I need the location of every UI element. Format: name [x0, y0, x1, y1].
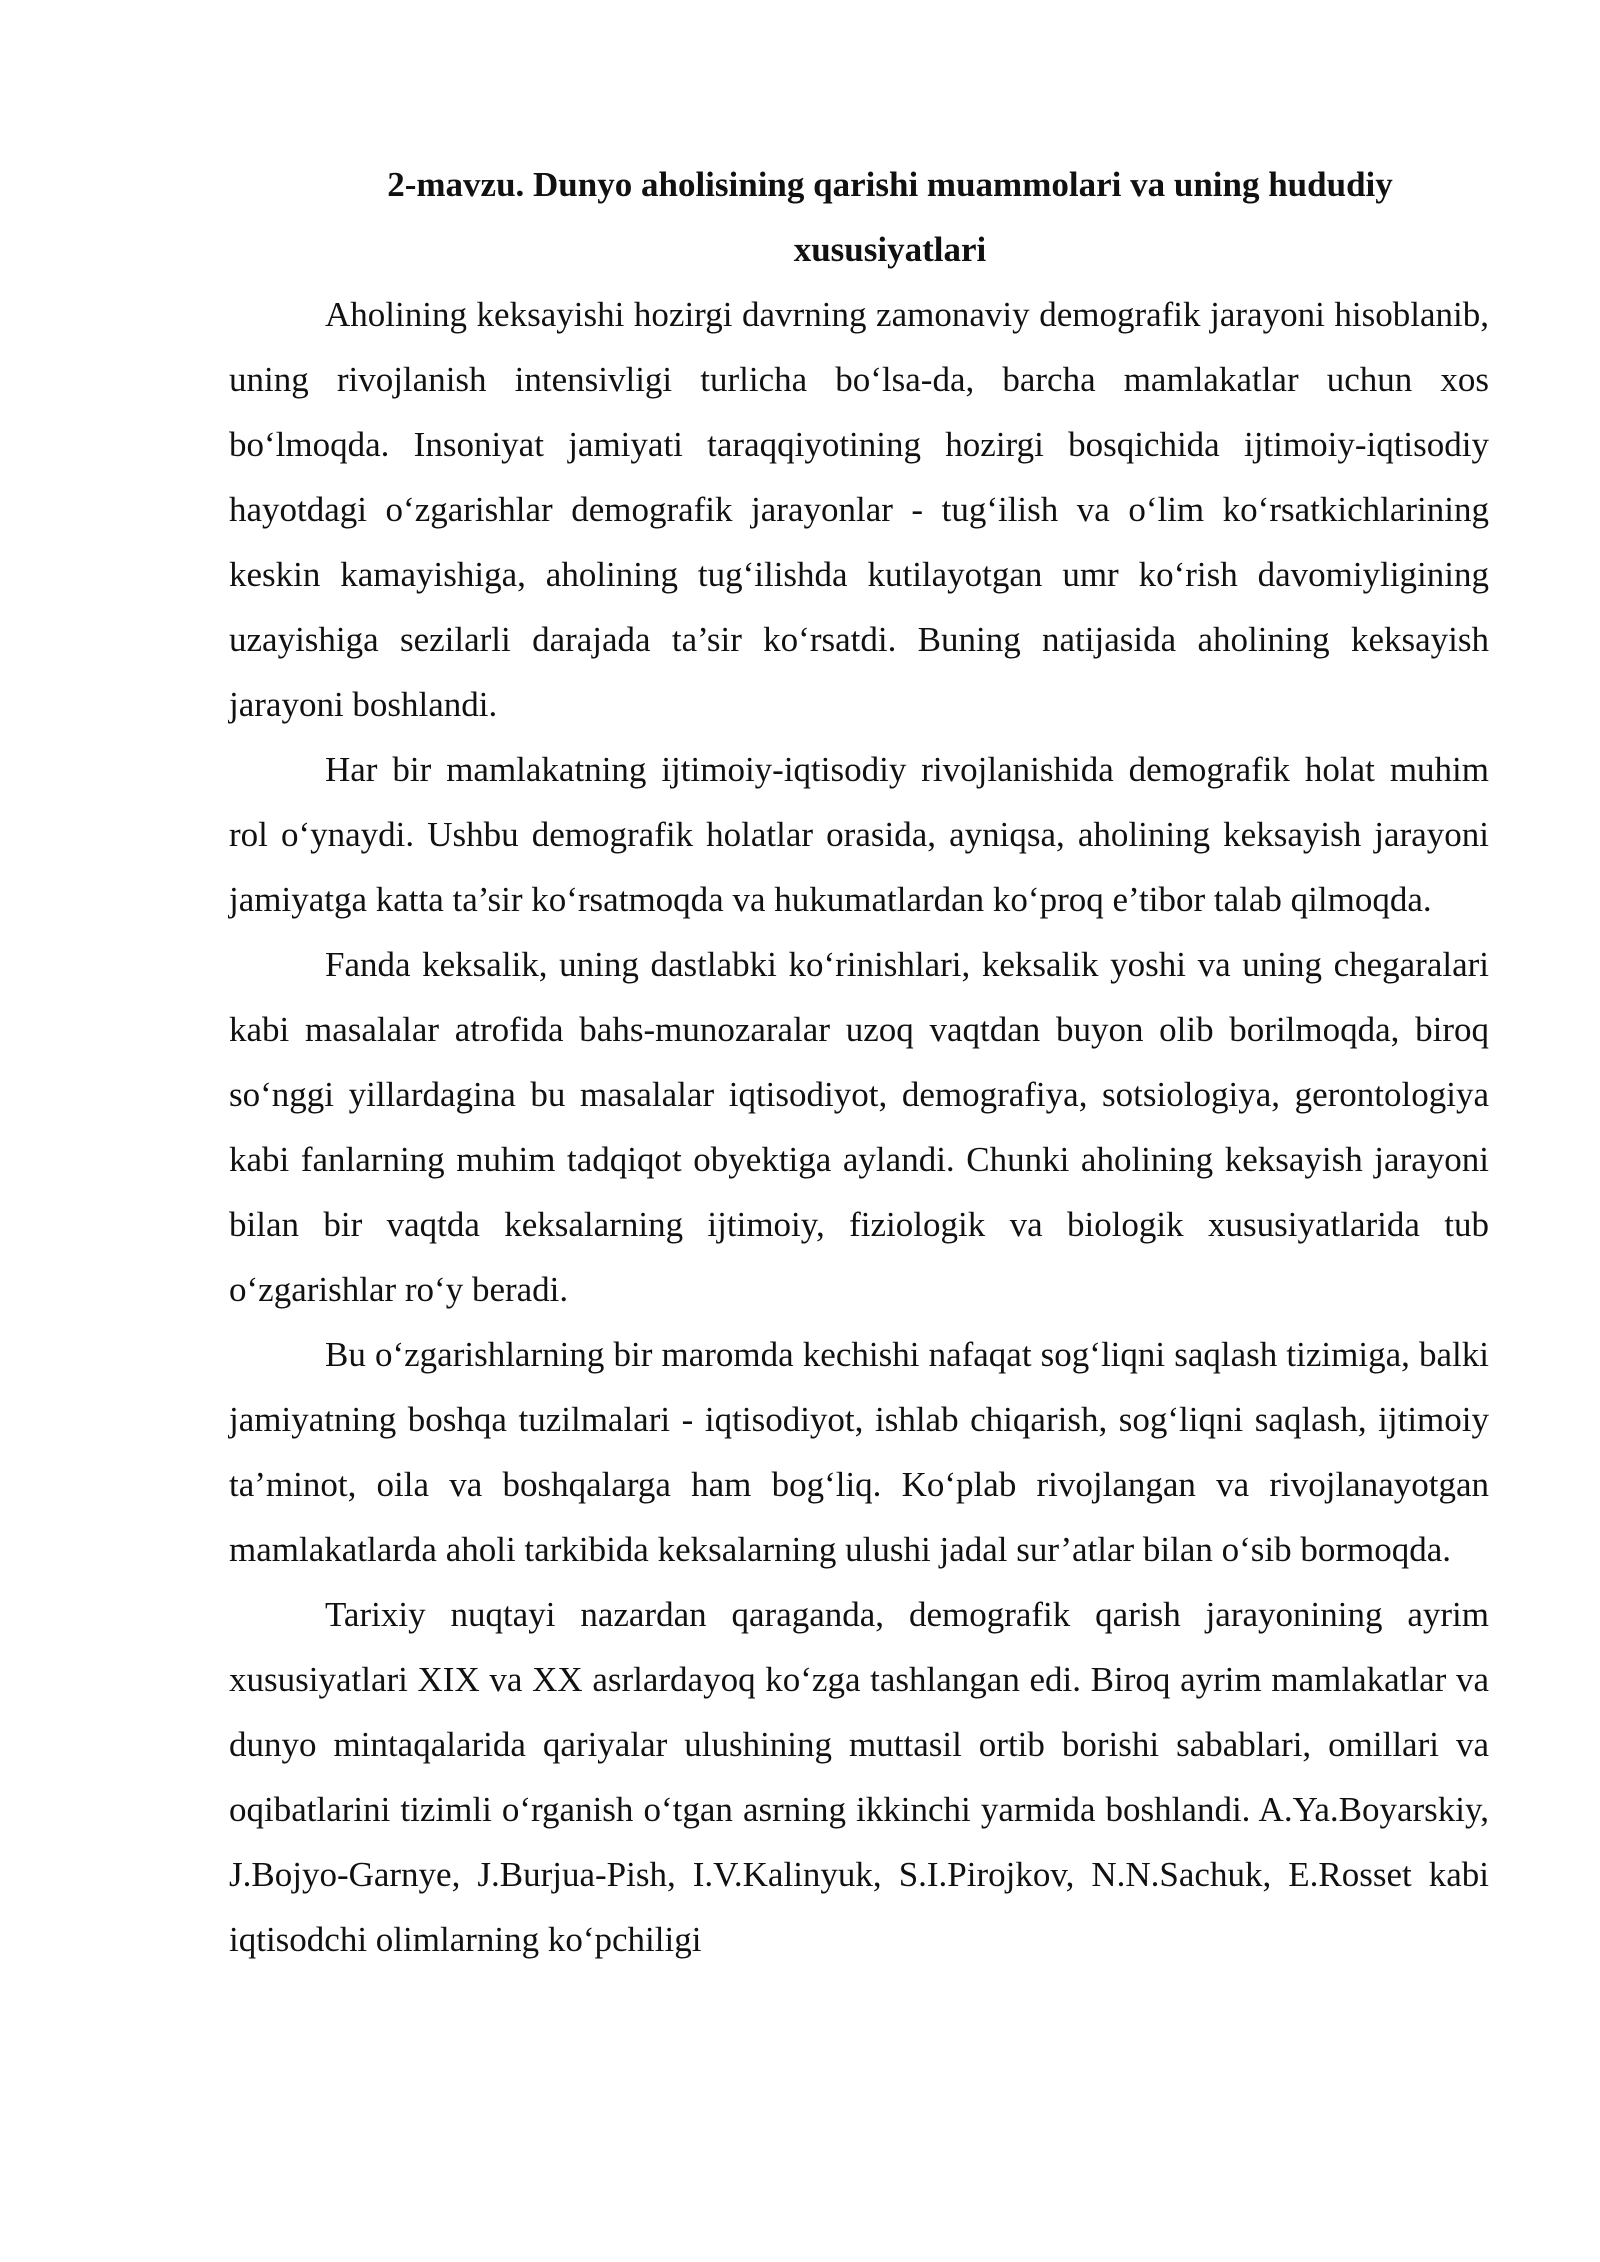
paragraph-4: Bu o‘zgarishlarning bir maromda kechishi nafaqat sog‘liqni saqlash tizimiga, balki jamiyatning boshqa tuzilmalari - iqtisodiyot, ishlab chiqarish, sog‘liqni saqlash, ijtimoiy ta’minot, oila va boshqalarga ham bog‘liq. Ko‘plab rivojlangan va rivojlanayotgan mamlakatlarda aholi tarkibida keksalarning ulushi jadal sur’atlar bilan o‘sib bormoqda. — [229, 1335, 1489, 1569]
paragraph-3: Fanda keksalik, uning dastlabki ko‘rinishlari, keksalik yoshi va uning chegaralari kabi masalalar atrofida bahs-munozaralar uzoq vaqtdan buyon olib borilmoqda, biroq so‘nggi yillardagina bu masalalar iqtisodiyot, demografiya, sotsiologiya, gerontologiya kabi fanlarning muhim tadqiqot obyektiga aylandi. Chunki aholining keksayish jarayoni bilan bir vaqtda keksalarning ijtimoiy, fiziologik va biologik xususiyatlarida tub o‘zgarishlar ro‘y beradi. — [229, 945, 1489, 1309]
paragraph-2: Har bir mamlakatning ijtimoiy-iqtisodiy rivojlanishida demografik holat muhim rol o‘ynaydi. Ushbu demografik holatlar orasida, ayniqsa, aholining keksayish jarayoni jamiyatga katta ta’sir ko‘rsatmoqda va hukumatlardan ko‘proq e’tibor talab qilmoqda. — [229, 750, 1489, 919]
paragraph-5: Tarixiy nuqtayi nazardan qaraganda, demografik qarish jarayonining ayrim xususiyatlari XIX va XX asrlardayoq ko‘zga tashlangan edi. Biroq ayrim mamlakatlar va dunyo mintaqalarida qariyalar ulushining muttasil ortib borishi sabablari, omillari va oqibatlarini tizimli o‘rganish o‘tgan asrning ikkinchi yarmida boshlandi. A.Ya.Boyarskiy, J.Bojyo-Garnye, J.Burjua-Pish, I.V.Kalinyuk, S.I.Pirojkov, N.N.Sachuk, E.Rosset kabi iqtisodchi olimlarning ko‘pchiligi — [229, 1595, 1489, 1959]
paragraph-1: Aholining keksayishi hozirgi davrning zamonaviy demografik jarayoni hisoblanib, uning rivojlanish intensivligi turlicha bo‘lsa-da, barcha mamlakatlar uchun xos bo‘lmoqda. Insoniyat jamiyati taraqqiyotining hozirgi bosqichida ijtimoiy-iqtisodiy hayotdagi o‘zgarishlar demografik jarayonlar - tug‘ilish va o‘lim ko‘rsatkichlarining keskin kamayishiga, aholining tug‘ilishda kutilayotgan umr ko‘rish davomiyligining uzayishiga sezilarli darajada ta’sir ko‘rsatdi. Buning natijasida aholining keksayish jarayoni boshlandi. — [229, 295, 1489, 724]
document-body — [229, 152, 1489, 1972]
page-title: 2-mavzu. Dunyo aholisining qarishi muammolari va uning hududiy xususiyatlari — [387, 165, 1393, 269]
